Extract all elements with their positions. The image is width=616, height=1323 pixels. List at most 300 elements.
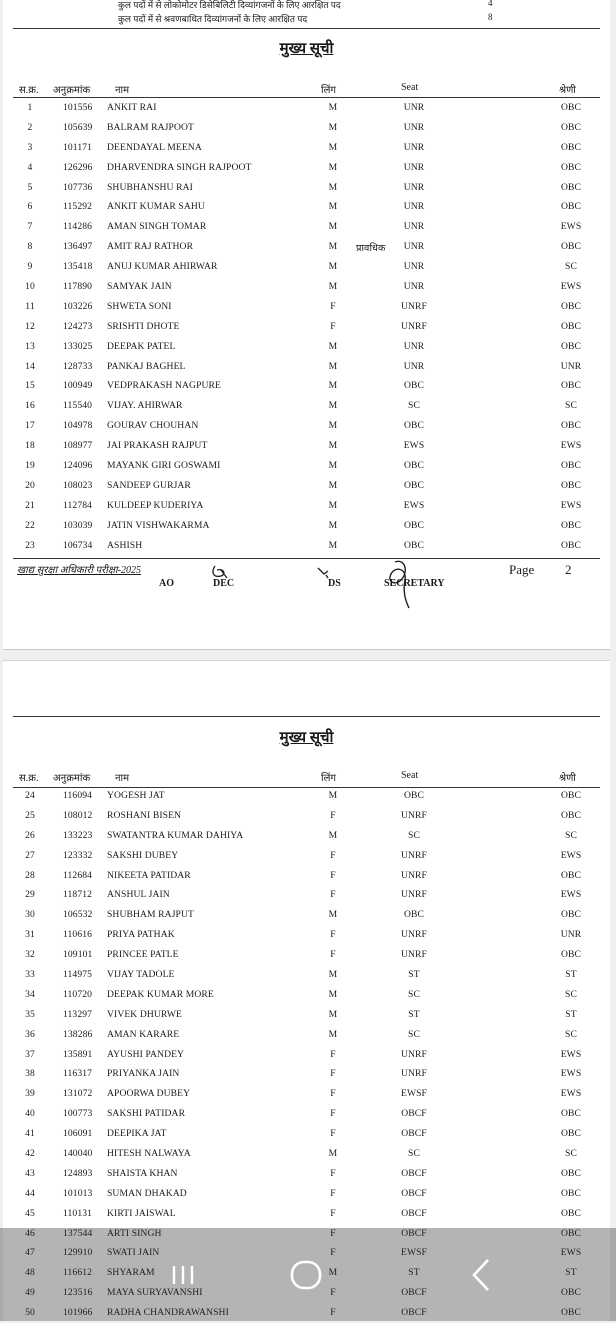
table-row [3, 1204, 610, 1224]
page-label: Page [509, 562, 535, 577]
row-category: OBC [560, 102, 582, 113]
row-gender: F [330, 849, 336, 861]
row-roll-number: 124096 [63, 460, 93, 472]
row-gender: F [330, 1048, 336, 1060]
table-row [3, 496, 610, 516]
row-sr: 4 [27, 161, 33, 173]
row-category: OBC [560, 479, 582, 491]
signature-marks [163, 556, 463, 616]
row-gender: M [328, 261, 338, 273]
row-name: VIVEK DHURWE [107, 1008, 183, 1020]
row-roll-number: 105639 [63, 121, 93, 133]
row-seat: SC [408, 829, 420, 841]
row-category: EWS [560, 221, 582, 233]
row-roll-number: 140040 [63, 1148, 93, 1160]
row-category: OBC [560, 1128, 582, 1140]
signatory-ds: DS [328, 578, 341, 589]
row-category: SC [565, 400, 577, 412]
row-sr: 28 [25, 869, 35, 881]
row-seat: UNRF [401, 949, 427, 961]
row-gender: M [328, 420, 338, 432]
row-name: SRISHTI DHOTE [107, 320, 180, 332]
row-name: JAI PRAKASH RAJPUT [107, 440, 208, 452]
candidate-table-1 [3, 98, 610, 555]
row-roll-number: 115540 [63, 400, 93, 412]
row-name: YOGESH JAT [107, 790, 165, 801]
row-gender: M [328, 909, 338, 921]
table-header [3, 82, 610, 98]
row-roll-number: 116094 [63, 790, 93, 801]
row-name: VIJAY TADOLE [107, 969, 175, 981]
row-name: ANKIT RAI [107, 102, 157, 113]
row-sr: 40 [25, 1108, 35, 1120]
header-name: नाम [115, 773, 130, 784]
row-category: ST [565, 1267, 577, 1279]
header-seat: Seat [401, 82, 419, 93]
row-roll-number: 131072 [63, 1088, 93, 1100]
row-name: SHAISTA KHAN [107, 1167, 178, 1179]
row-gender: M [328, 102, 338, 113]
page-title: मुख्य सूची [279, 41, 334, 57]
table-row [3, 1045, 610, 1065]
row-name: SAKSHI PATIDAR [107, 1108, 186, 1120]
row-sr: 21 [25, 499, 35, 511]
row-gender: F [330, 1068, 336, 1080]
row-category: OBC [560, 121, 582, 133]
row-name: MAYANK GIRI GOSWAMI [107, 460, 221, 472]
row-roll-number: 108012 [63, 809, 93, 821]
row-category: OBC [560, 539, 582, 551]
row-sr: 16 [25, 400, 35, 412]
table-row [3, 826, 610, 846]
row-roll-number: 108977 [63, 440, 93, 452]
table-row [3, 1005, 610, 1025]
note-text: कुल पदों में से लोकोमोटर डिसेबिलिटी दिव्यांगजनों के लिए आरक्षित पद [118, 0, 341, 10]
row-roll-number: 107736 [63, 181, 93, 193]
row-name: SWATANTRA KUMAR DAHIYA [107, 829, 244, 841]
table-header [3, 770, 610, 786]
row-sr: 2 [27, 121, 33, 133]
row-name: KULDEEP KUDERIYA [107, 499, 204, 511]
divider [13, 716, 600, 717]
row-gender: F [330, 1128, 336, 1140]
table-row [3, 885, 610, 905]
row-seat: SC [408, 988, 420, 1000]
note-value: 4 [488, 0, 493, 8]
row-name: ASHISH [107, 539, 143, 551]
document-page-2 [3, 660, 610, 1321]
row-sr: 33 [25, 969, 35, 981]
row-sr: 24 [25, 790, 35, 801]
row-category: OBC [560, 809, 582, 821]
row-gender: F [330, 1247, 336, 1259]
row-roll-number: 106734 [63, 539, 93, 551]
table-row [3, 396, 610, 416]
row-gender: F [330, 929, 336, 941]
header-roll: अनुक्रमांक [53, 85, 91, 96]
row-gender: M [328, 1008, 338, 1020]
note-value: 8 [488, 12, 493, 22]
row-sr: 11 [25, 300, 35, 312]
row-roll-number: 133223 [63, 829, 93, 841]
row-sr: 37 [25, 1048, 35, 1060]
row-name: BALRAM RAJPOOT [107, 121, 194, 133]
row-gender: M [328, 281, 338, 293]
row-sr: 48 [25, 1267, 35, 1279]
row-category: OBC [560, 1287, 582, 1299]
row-category: ST [565, 1008, 577, 1020]
row-roll-number: 114975 [63, 969, 93, 981]
row-roll-number: 135418 [63, 261, 93, 273]
row-sr: 49 [25, 1287, 35, 1299]
page-number: 2 [565, 562, 572, 577]
home-button[interactable] [276, 1254, 336, 1294]
back-icon [460, 1254, 500, 1294]
table-row [3, 197, 610, 217]
row-seat: UNRF [401, 809, 427, 821]
row-roll-number: 112684 [63, 869, 93, 881]
row-roll-number: 118712 [63, 889, 93, 901]
table-row [3, 277, 610, 297]
row-seat: UNRF [401, 1048, 427, 1060]
row-sr: 23 [25, 539, 35, 551]
row-gender: M [328, 360, 338, 372]
row-seat: OBC [403, 380, 425, 392]
table-row [3, 476, 610, 496]
header-gender: लिंग [321, 773, 336, 784]
row-gender: M [328, 1028, 338, 1040]
row-roll-number: 100949 [63, 380, 93, 392]
row-gender: F [330, 1187, 336, 1199]
row-gender: M [328, 340, 338, 352]
row-category: SC [565, 1028, 577, 1040]
row-sr: 39 [25, 1088, 35, 1100]
exam-name: खाद्य सुरक्षा अधिकारी परीक्षा-2025 [17, 565, 141, 576]
row-sr: 20 [25, 479, 35, 491]
row-sr: 32 [25, 949, 35, 961]
row-category: SC [565, 1148, 577, 1160]
recent-apps-button[interactable] [153, 1254, 213, 1294]
row-sr: 17 [25, 420, 35, 432]
row-roll-number: 133025 [63, 340, 93, 352]
row-seat: SC [408, 400, 420, 412]
row-seat: EWS [403, 499, 425, 511]
row-sr: 43 [25, 1167, 35, 1179]
table-row [3, 357, 610, 377]
row-category: EWS [560, 849, 582, 861]
table-row [3, 536, 610, 556]
row-sr: 1 [27, 102, 33, 113]
row-sr: 9 [27, 261, 33, 273]
row-category: OBC [560, 1187, 582, 1199]
header-category: श्रेणी [559, 773, 576, 784]
row-seat: UNR [403, 340, 425, 352]
table-row [3, 416, 610, 436]
row-gender: M [328, 440, 338, 452]
row-category: EWS [560, 1088, 582, 1100]
row-roll-number: 117890 [63, 281, 93, 293]
table-row [3, 138, 610, 158]
row-seat: UNR [403, 161, 425, 173]
row-roll-number: 123516 [63, 1287, 93, 1299]
row-gender: F [330, 1287, 336, 1299]
row-gender: F [330, 809, 336, 821]
table-row [3, 436, 610, 456]
row-seat: ST [408, 969, 420, 981]
row-sr: 38 [25, 1068, 35, 1080]
row-gender: M [328, 1267, 338, 1279]
row-gender: M [328, 988, 338, 1000]
row-category: OBC [560, 1167, 582, 1179]
table-row [3, 985, 610, 1005]
row-category: EWS [560, 1068, 582, 1080]
row-sr: 46 [25, 1227, 35, 1239]
row-seat: OBC [403, 909, 425, 921]
row-roll-number: 106532 [63, 909, 93, 921]
row-seat: UNRF [401, 929, 427, 941]
row-category: OBC [560, 790, 582, 801]
row-gender: M [328, 539, 338, 551]
row-gender: M [328, 400, 338, 412]
row-roll-number: 129910 [63, 1247, 93, 1259]
row-name: ANKIT KUMAR SAHU [107, 201, 205, 213]
row-category: EWS [560, 440, 582, 452]
row-name: SAKSHI DUBEY [107, 849, 179, 861]
row-name: RADHA CHANDRAWANSHI [107, 1307, 229, 1319]
row-sr: 31 [25, 929, 35, 941]
system-navigation-bar [0, 1228, 616, 1321]
document-page-1 [3, 0, 610, 650]
row-roll-number: 128733 [63, 360, 93, 372]
row-sr: 42 [25, 1148, 35, 1160]
row-gender: M [328, 790, 338, 801]
row-sr: 6 [27, 201, 33, 213]
row-category: OBC [560, 1207, 582, 1219]
row-sr: 14 [25, 360, 35, 372]
row-seat: OBCF [401, 1287, 427, 1299]
row-name: APOORWA DUBEY [107, 1088, 191, 1100]
row-name: JATIN VISHWAKARMA [107, 519, 210, 531]
row-category: EWS [560, 499, 582, 511]
row-roll-number: 115292 [63, 201, 93, 213]
row-sr: 41 [25, 1128, 35, 1140]
table-row [3, 317, 610, 337]
header-gender: लिंग [321, 85, 336, 96]
row-roll-number: 104978 [63, 420, 93, 432]
header-category: श्रेणी [559, 85, 576, 96]
row-seat: UNR [403, 121, 425, 133]
row-seat: OBC [403, 519, 425, 531]
table-row [3, 98, 610, 118]
row-category: OBC [560, 161, 582, 173]
row-seat: OBCF [401, 1187, 427, 1199]
signatory-secretary: SECRETARY [384, 578, 445, 589]
row-seat: UNRF [401, 300, 427, 312]
row-name: SUMAN DHAKAD [107, 1187, 187, 1199]
row-gender: M [328, 499, 338, 511]
row-category: EWS [560, 281, 582, 293]
row-sr: 29 [25, 889, 35, 901]
row-roll-number: 100773 [63, 1108, 93, 1120]
row-gender: F [330, 1108, 336, 1120]
row-roll-number: 101013 [63, 1187, 93, 1199]
row-roll-number: 101966 [63, 1307, 93, 1319]
row-seat: UNR [403, 261, 425, 273]
row-seat: OBCF [401, 1128, 427, 1140]
row-name: MAYA SURYAVANSHI [107, 1287, 203, 1299]
row-gender: M [328, 141, 338, 153]
row-sr: 50 [25, 1307, 35, 1319]
row-name: DHARVENDRA SINGH RAJPOOT [107, 161, 252, 173]
row-roll-number: 106091 [63, 1128, 93, 1140]
row-seat: UNR [403, 141, 425, 153]
row-gender: M [328, 380, 338, 392]
row-gender: F [330, 869, 336, 881]
row-seat: UNRF [401, 849, 427, 861]
row-name: SHYARAM [107, 1267, 155, 1279]
header-seat: Seat [401, 770, 419, 781]
row-name: GOURAV CHOUHAN [107, 420, 199, 432]
row-name: DEEPIKA JAT [107, 1128, 167, 1140]
row-name: PRIYANKA JAIN [107, 1068, 180, 1080]
row-sr: 5 [27, 181, 33, 193]
row-name: AMIT RAJ RATHOR [107, 241, 194, 253]
row-category: SC [565, 261, 577, 273]
row-seat: UNRF [401, 320, 427, 332]
row-roll-number: 109101 [63, 949, 93, 961]
signatory-ao: AO [159, 578, 174, 589]
row-category: OBC [560, 141, 582, 153]
row-name: SAMYAK JAIN [107, 281, 172, 293]
table-row [3, 297, 610, 317]
row-seat: OBC [403, 460, 425, 472]
row-name: SANDEEP GURJAR [107, 479, 191, 491]
row-seat: OBCF [401, 1307, 427, 1319]
row-category: OBC [560, 380, 582, 392]
row-category: OBC [560, 1227, 582, 1239]
row-seat: UNRF [401, 869, 427, 881]
header-sr: स.क्र. [19, 773, 39, 784]
row-seat: OBCF [401, 1227, 427, 1239]
row-seat: SC [408, 1148, 420, 1160]
row-name: VEDPRAKASH NAGPURE [107, 380, 222, 392]
row-roll-number: 113297 [63, 1008, 93, 1020]
table-row [3, 178, 610, 198]
row-name: ROSHANI BISEN [107, 809, 182, 821]
table-row [3, 158, 610, 178]
row-category: OBC [560, 1307, 582, 1319]
row-category: OBC [560, 420, 582, 432]
row-seat: OBCF [401, 1207, 427, 1219]
row-seat: UNR [403, 201, 425, 213]
table-row [3, 806, 610, 826]
row-seat: ST [408, 1008, 420, 1020]
table-row [3, 846, 610, 866]
row-category: EWS [560, 1048, 582, 1060]
row-sr: 3 [27, 141, 33, 153]
table-row [3, 217, 610, 237]
row-category: ST [565, 969, 577, 981]
row-seat: OBCF [401, 1167, 427, 1179]
row-gender: M [328, 829, 338, 841]
row-category: SC [565, 988, 577, 1000]
row-name: AYUSHI PANDEY [107, 1048, 185, 1060]
row-gender: M [328, 479, 338, 491]
recent-apps-icon [163, 1254, 203, 1294]
row-name: ANSHUL JAIN [107, 889, 170, 901]
row-roll-number: 110720 [63, 988, 93, 1000]
row-category: OBC [560, 460, 582, 472]
row-category: EWS [560, 889, 582, 901]
row-name: SHWETA SONI [107, 300, 172, 312]
row-remark: प्रावधिक [356, 243, 386, 255]
row-seat: OBC [403, 479, 425, 491]
row-name: HITESH NALWAYA [107, 1148, 191, 1160]
row-name: DEENDAYAL MEENA [107, 141, 202, 153]
reserved-posts-note-2 [118, 12, 493, 25]
row-sr: 27 [25, 849, 35, 861]
table-row [3, 1064, 610, 1084]
divider [13, 28, 600, 29]
row-name: AMAN KARARE [107, 1028, 180, 1040]
row-category: OBC [560, 869, 582, 881]
row-gender: M [328, 181, 338, 193]
row-roll-number: 124273 [63, 320, 93, 332]
row-gender: M [328, 121, 338, 133]
row-gender: M [328, 519, 338, 531]
row-roll-number: 126296 [63, 161, 93, 173]
row-sr: 13 [25, 340, 35, 352]
row-sr: 36 [25, 1028, 35, 1040]
row-roll-number: 135891 [63, 1048, 93, 1060]
row-roll-number: 138286 [63, 1028, 93, 1040]
row-gender: F [330, 1227, 336, 1239]
row-sr: 15 [25, 380, 35, 392]
table-row [3, 1164, 610, 1184]
row-roll-number: 112784 [63, 499, 93, 511]
row-gender: M [328, 221, 338, 233]
row-seat: SC [408, 1028, 420, 1040]
row-seat: UNR [403, 241, 425, 253]
row-name: SWATI JAIN [107, 1247, 160, 1259]
row-sr: 12 [25, 320, 35, 332]
reserved-posts-note-1 [118, 0, 493, 11]
row-seat: ST [408, 1267, 420, 1279]
table-row [3, 1144, 610, 1164]
row-name: ANUJ KUMAR AHIRWAR [107, 261, 218, 273]
row-category: OBC [560, 1108, 582, 1120]
row-category: UNR [560, 360, 582, 372]
table-row [3, 337, 610, 357]
row-gender: M [328, 460, 338, 472]
row-gender: M [328, 969, 338, 981]
row-roll-number: 137544 [63, 1227, 93, 1239]
row-roll-number: 103039 [63, 519, 93, 531]
row-name: KIRTI JAISWAL [107, 1207, 176, 1219]
row-sr: 19 [25, 460, 35, 472]
row-gender: F [330, 889, 336, 901]
row-seat: OBC [403, 420, 425, 432]
table-row [3, 866, 610, 886]
note-text: कुल पदों में से श्रवणबाधित दिव्यांगजनों के लिए आरक्षित पद [118, 14, 308, 24]
table-row [3, 118, 610, 138]
header-name: नाम [115, 85, 130, 96]
back-button[interactable] [450, 1254, 510, 1294]
page-title: मुख्य सूची [279, 730, 334, 746]
row-seat: EWS [403, 440, 425, 452]
row-seat: EWSF [401, 1088, 427, 1100]
row-roll-number: 103226 [63, 300, 93, 312]
